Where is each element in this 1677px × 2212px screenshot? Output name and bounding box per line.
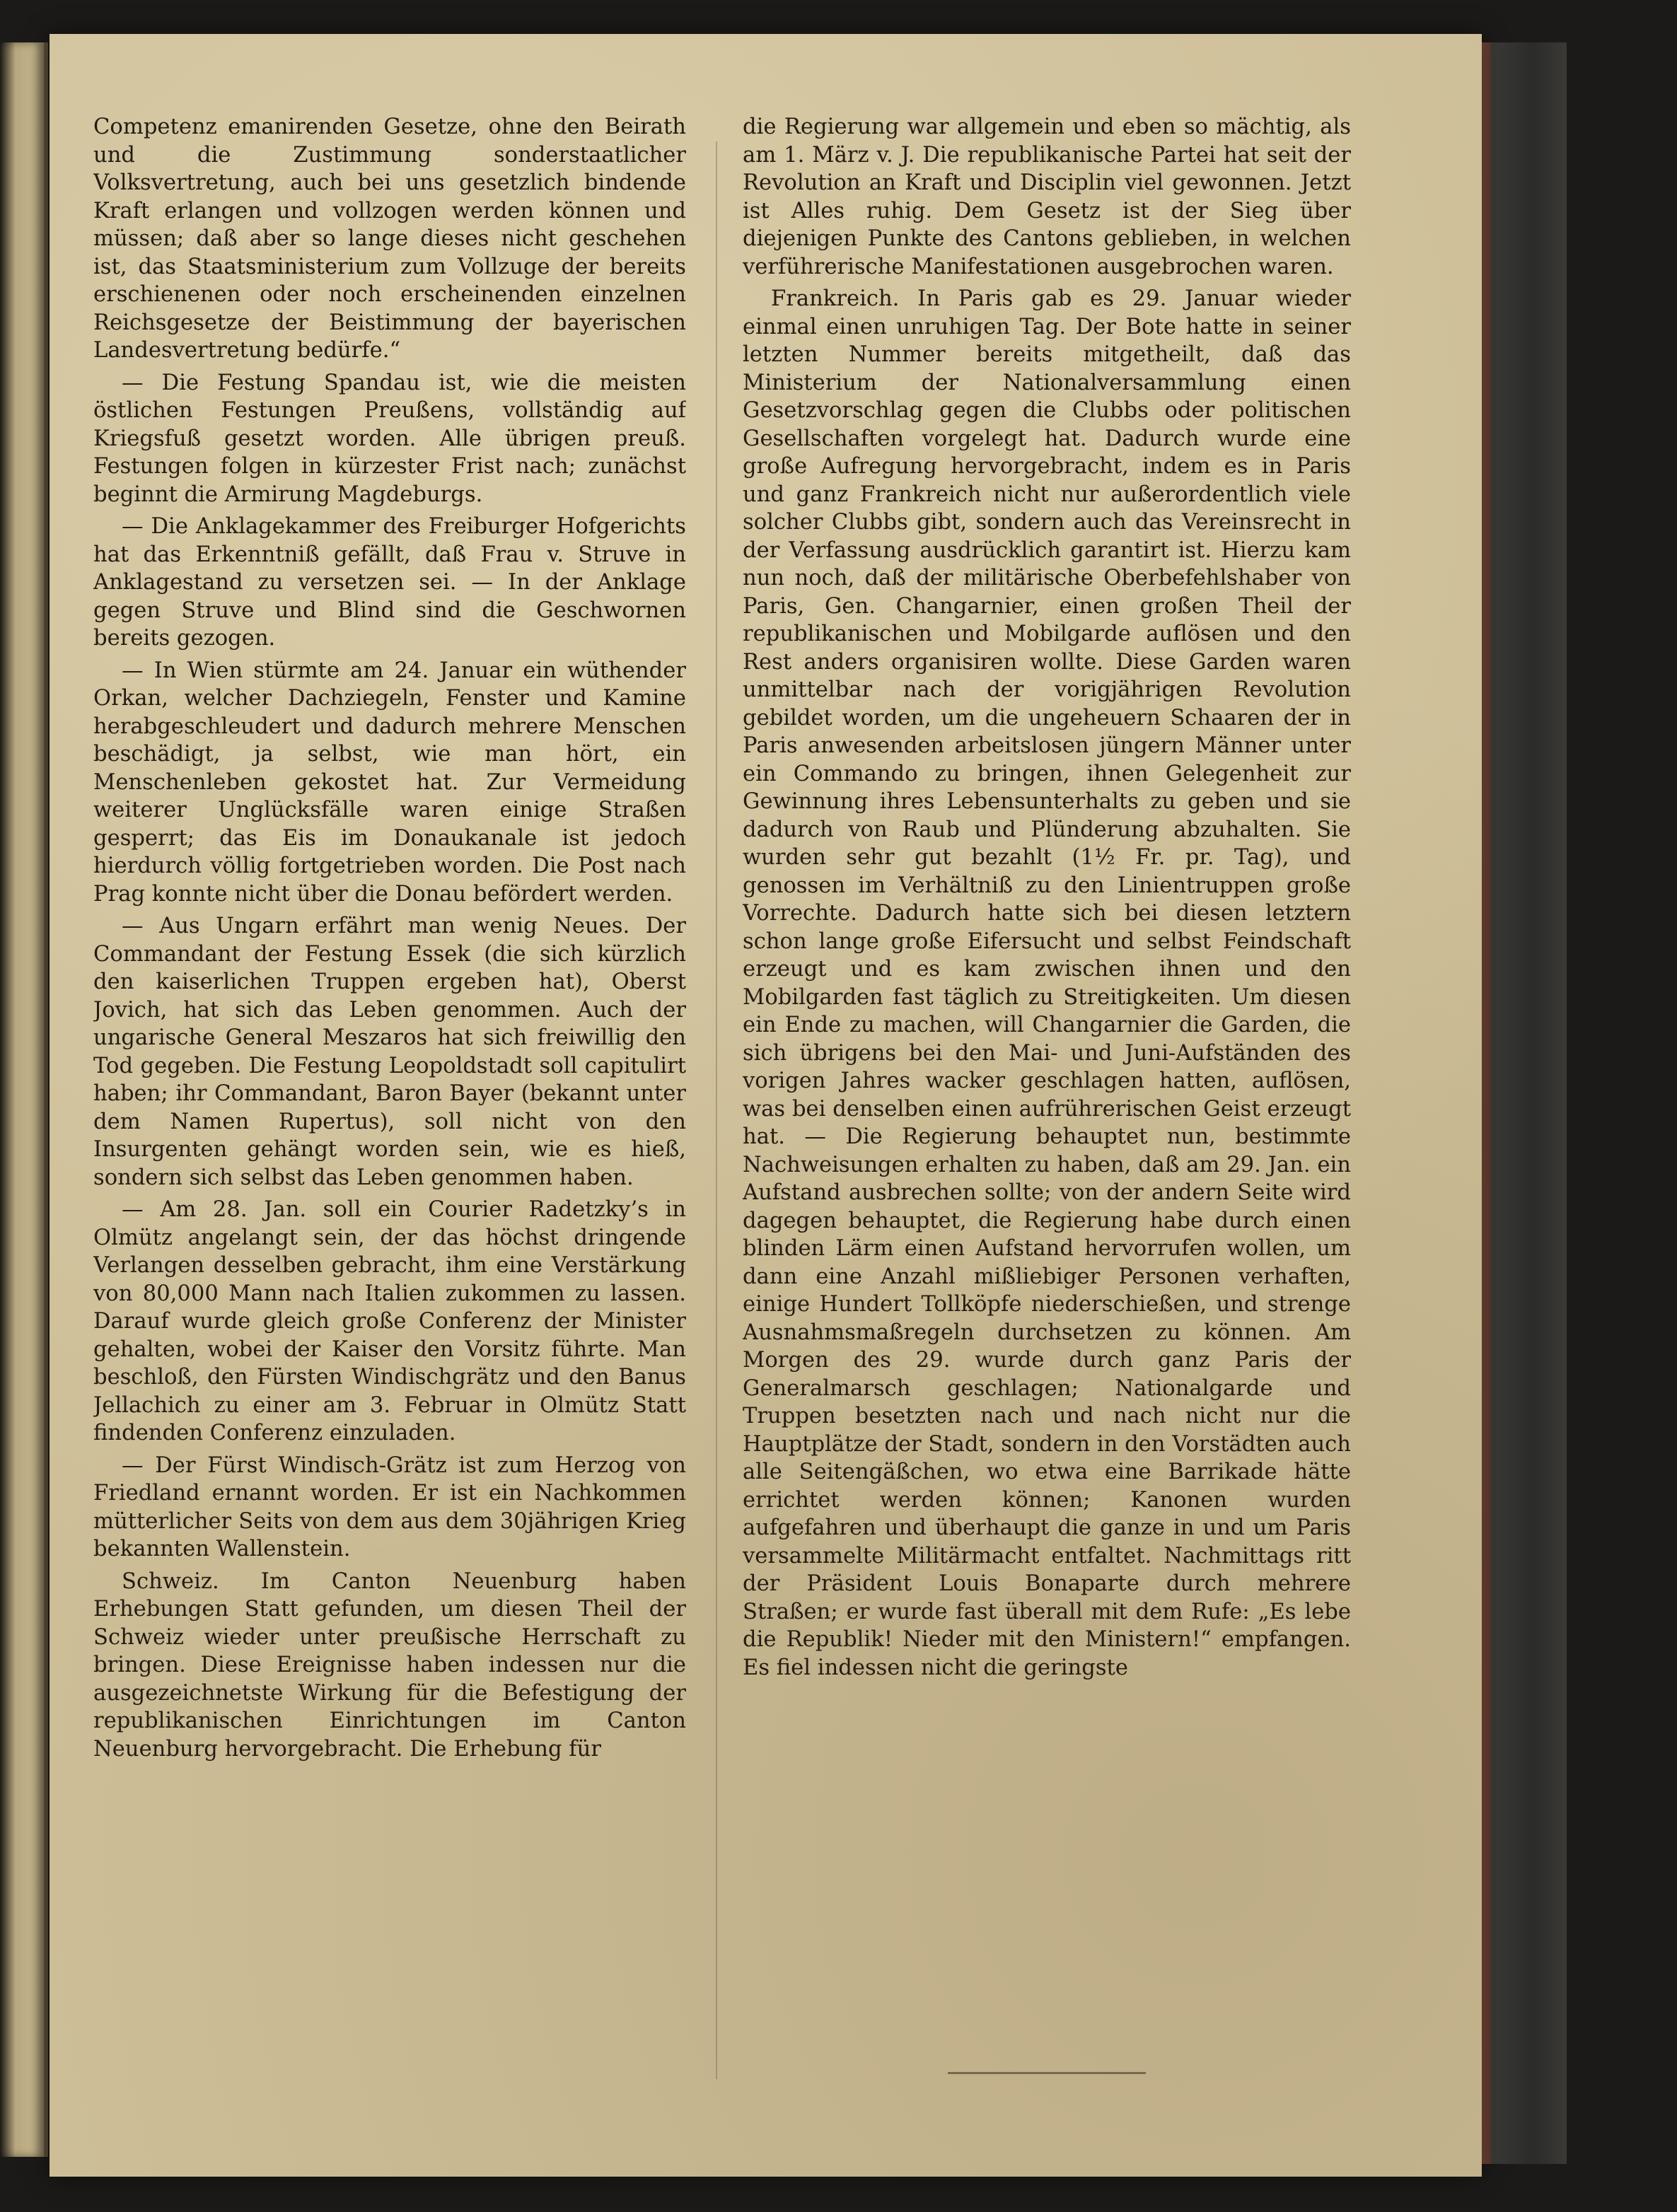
- paragraph-wien: — In Wien stürmte am 24. Januar ein wüthender Orkan, welcher Dachziegeln, Fenster und Kamine herabgeschleudert und dadurch mehrere Menschen beschädigt, ja selbst, wie man hört, ein Menschenleben gekostet hat. Zur Vermeidung weiterer Unglücksfälle waren einige Straßen gesperrt; das Eis im Donaukanale ist jedoch hierdurch völlig fortgetrieben worden. Die Post nach Prag konnte nicht über die Donau befördert werden.: [93, 658, 686, 907]
- paragraph-freiburg: — Die Anklagekammer des Freiburger Hofgerichts hat das Erkenntniß gefällt, daß Frau v. Struve in Anklagestand zu versetzen sei. — In der Anklage gegen Struve und Blind sind die Geschwornen bereits gezogen.: [93, 514, 686, 651]
- book-cover-edge: [1482, 42, 1567, 2164]
- paragraph-ungarn: — Aus Ungarn erfährt man wenig Neues. Der Commandant der Festung Essek (die sich kürzlich den kaiserlichen Truppen ergeben hat), Oberst Jovich, hat sich das Leben genommen. Auch der ungarische General Meszaros hat sich freiwillig den Tod gegeben. Die Festung Leopoldstadt soll capitulirt haben; ihr Commandant, Baron Bayer (bekannt unter dem Namen Rupertus), soll nicht von den Insurgenten gehängt worden sein, wie es hieß, sondern sich selbst das Leben genommen haben.: [93, 914, 686, 1190]
- paragraph-competenz: Competenz emanirenden Gesetze, ohne den Beirath und die Zustimmung sonderstaatlicher Volksvertretung, auch bei uns gesetzlich bindende Kraft erlangen und vollzogen werden können und müssen; daß aber so lange dieses nicht geschehen ist, das Staatsministerium zum Vollzuge der bereits erschienenen oder noch erscheinenden einzelnen Reichsgesetze der Beistimmung der bayerischen Landesvertretung bedürfe.“: [93, 115, 686, 363]
- paragraph-schweiz: Schweiz. Im Canton Neuenburg haben Erhebungen Statt gefunden, um diesen Theil der Schweiz wieder unter preußische Herrschaft zu bringen. Diese Ereignisse haben indessen nur die ausgezeichnetste Wirkung für die Befestigung der republikanischen Einrichtungen im Canton Neuenburg hervorgebracht. Die Erhebung für: [93, 1568, 686, 1762]
- paragraph-spandau: — Die Festung Spandau ist, wie die meisten östlichen Festungen Preußens, vollständig auf Kriegsfuß gesetzt worden. Alle übrigen preuß. Festungen folgen in kürzester Frist nach; zunächst beginnt die Armirung Magdeburgs.: [93, 370, 686, 507]
- right-column: [743, 113, 1351, 2079]
- previous-page-edge: [0, 42, 44, 2157]
- left-column: [93, 113, 686, 2079]
- paragraph-windisch-graetz: — Der Fürst Windisch-Grätz ist zum Herzog von Friedland ernannt worden. Er ist ein Nachkommen mütterlicher Seits von dem aus dem 30jährigen Krieg bekannten Wallenstein.: [93, 1453, 686, 1561]
- paragraph-regierung: die Regierung war allgemein und eben so mächtig, als am 1. März v. J. Die republikanische Partei hat seit der Revolution an Kraft und Disciplin viel gewonnen. Jetzt ist Alles ruhig. Dem Gesetz ist der Sieg über diejenigen Punkte des Cantons geblieben, in welchen verführerische Manifestationen ausgebrochen waren.: [743, 115, 1351, 279]
- paragraph-radetzky: — Am 28. Jan. soll ein Courier Radetzky’s in Olmütz angelangt sein, der das höchst dringende Verlangen desselben gebracht, ihm eine Verstärkung von 80,000 Mann nach Italien zukommen zu lassen. Darauf wurde gleich große Conferenz der Minister gehalten, wobei der Kaiser den Vorsitz führte. Man beschloß, den Fürsten Windischgrätz und den Banus Jellachich zu einer am 3. Februar in Olmütz Statt findenden Conferenz einzuladen.: [93, 1197, 686, 1445]
- book-gutter: [44, 42, 48, 2157]
- footer-rule: [948, 2072, 1146, 2074]
- column-divider: [716, 141, 717, 2079]
- paragraph-frankreich: Frankreich. In Paris gab es 29. Januar wieder einmal einen unruhigen Tag. Der Bote hatte in seiner letzten Nummer bereits mitgetheilt, daß das Ministerium der Nationalversammlung einen Gesetzvorschlag gegen die Clubbs oder politischen Gesellschaften vorgelegt hat. Dadurch wurde eine große Aufregung hervorgebracht, indem es in Paris und ganz Frankreich nicht nur außerordentlich viele solcher Clubbs gibt, sondern auch das Vereinsrecht in der Verfassung ausdrücklich garantirt ist. Hierzu kam nun noch, daß der militärische Oberbefehlshaber von Paris, Gen. Changarnier, einen großen Theil der republikanischen und Mobilgarde auflösen und den Rest anders organisiren wollte. Diese Garden waren unmittelbar nach der vorigjährigen Revolution gebildet worden, um die ungeheuern Schaaren der in Paris anwesenden arbeitslosen jüngern Männer unter ein Commando zu bringen, ihnen Gelegenheit zur Gewinnung ihres Lebensunterhalts zu geben und sie dadurch von Raub und Plünderung abzuhalten. Sie wurden sehr gut bezahlt (1½ Fr. pr. Tag), und genossen im Verhältniß zu den Linientruppen große Vorrechte. Dadurch hatte sich bei diesen letztern schon lange große Eifersucht und selbst Feindschaft erzeugt und es kam zwischen ihnen und den Mobilgarden fast täglich zu Streitigkeiten. Um diesen ein Ende zu machen, will Changarnier die Garden, die sich übrigens bei den Mai- und Juni-Aufständen des vorigen Jahres wacker geschlagen hatten, auflösen, was bei denselben einen aufrührerischen Geist erzeugt hat. — Die Regierung behauptet nun, bestimmte Nachweisungen erhalten zu haben, daß am 29. Jan. ein Aufstand ausbrechen sollte; von der andern Seite wird dagegen behauptet, die Regierung habe durch einen blinden Lärm einen Aufstand hervorrufen wollen, um dann eine Anzahl mißliebiger Personen verhaften, einige Hundert Tollköpfe niederschießen, und strenge Ausnahmsmaßregeln durchsetzen zu können. Am Morgen des 29. wurde durch ganz Paris der Generalmarsch geschlagen; Nationalgarde und Truppen besetzten nach und nach nicht nur die Hauptplätze der Stadt, sondern in den Vorstädten auch alle Seitengäßchen, wo etwa eine Barrikade hätte errichtet werden können; Kanonen wurden aufgefahren und überhaupt die ganze in und um Paris versammelte Militärmacht entfaltet. Nachmittags ritt der Präsident Louis Bonaparte durch mehrere Straßen; er wurde fast überall mit dem Rufe: „Es lebe die Republik! Nieder mit den Ministern!“ empfangen. Es fiel indessen nicht die geringste: [743, 286, 1351, 1680]
